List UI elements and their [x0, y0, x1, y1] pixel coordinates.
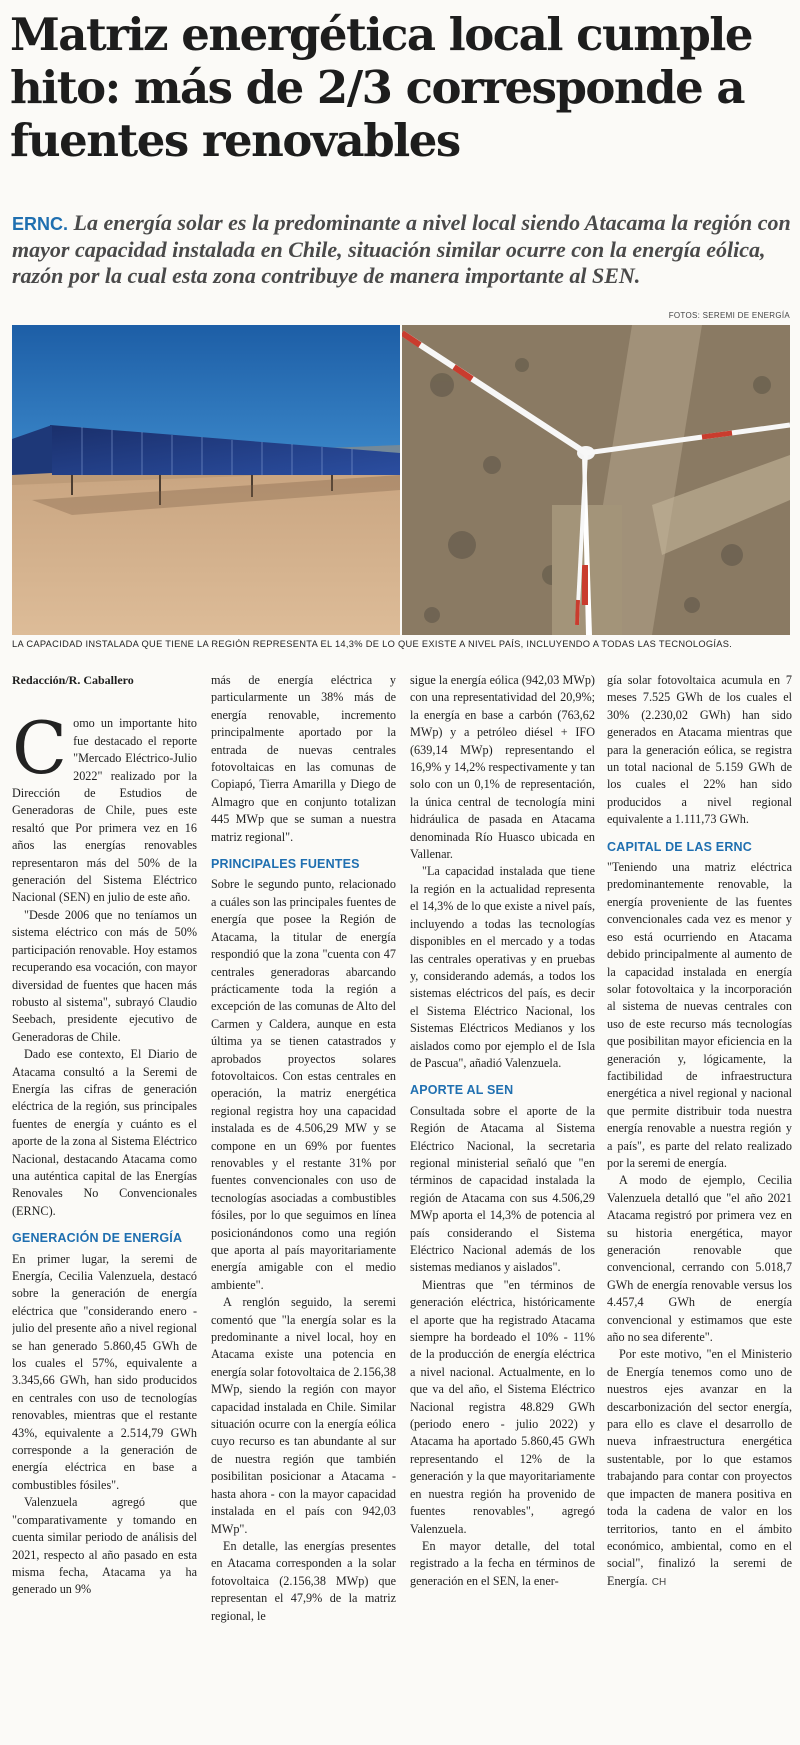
drop-cap: C: [12, 706, 68, 791]
end-mark: CH: [651, 1576, 667, 1588]
opening-paragraph: [12, 706, 197, 906]
article-column-4: [607, 672, 792, 1737]
wind-turbine-photo: [402, 325, 790, 635]
lead-kicker: ERNC.: [12, 214, 69, 234]
paragraph: A modo de ejemplo, Cecilia Valenzuela detalló que "el año 2021 Atacama registró por primera vez en su historia energética, mayor generación renovable que convencional, cerrando con 5.018,7 GWh de energía renovable versus los 4.457,4 GWh de energía convencional y estimamos que este año no sea diferente".: [607, 1173, 792, 1345]
headline: Matriz energética local cumple hito: más de 2/3 corresponde a fuentes renovables: [10, 8, 753, 167]
paragraph: más de energía eléctrica y particularmente un 38% más de energía renovable, incremento principalmente aportado por la entrada de nuevas centrales fotovoltaicas en las comunas de Copiapó, Tierra Amarilla y Diego de Almagro que en conjunto totalizan 445 MWp que se suman a nuestra matriz regional".: [211, 673, 396, 844]
closing-paragraph: [607, 1346, 792, 1591]
paragraph: "La capacidad instalada que tiene la región en la actualidad representa el 14,3% de lo que existe a nivel país, incluyendo a todas las tecnologías disponibles en el mercado y a todas las centrales operativas y en pruebas y, considerando además, a todos los sistemas eléctricos del país, es decir el Sistema Eléctrico Nacional, los Sistemas Eléctricos Medianos y los aislados como por ejemplo el de Isla de Pascua", añadió Valenzuela.: [410, 864, 595, 1070]
article-column-2: [211, 672, 396, 1737]
article-column-3: [410, 672, 595, 1737]
paragraph: Consultada sobre el aporte de la Región de Atacama al Sistema Eléctrico Nacional, la secretaria regional ministerial señaló que "en términos de capacidad instalada la región de Atacama con sus 4.506,29 MWp aporta el 14,3% de potencia al país considerando el Sistema Eléctrico Nacional además de los sistemas medianos y aislados".: [410, 1103, 595, 1275]
paragraph: Dado ese contexto, El Diario de Atacama consultó a la Seremi de Energía las cifras de generación eléctrica de la región, sus principales fuentes de energía y cuánto es el aporte de la zona al Sistema Eléctrico Nacional, destacando Atacama como una auténtica capital de las Energías Renovales No Convencionales (ERNC).: [12, 1047, 197, 1218]
subheading-generacion: GENERACIÓN DE ENERGÍA: [12, 1231, 183, 1246]
photo-caption: LA CAPACIDAD INSTALADA QUE TIENE LA REGIÓN REPRESENTA EL 14,3% DE LO QUE EXISTE A NIVEL PAÍS, INCLUYENDO A TODAS LAS TECNOLOGÍAS.: [12, 639, 733, 649]
opening-text: omo un importante hito fue destacado el reporte "Mercado Eléctrico-Julio 2022" realizado por la Dirección de Estudios de Generadoras de Chile, pues este resaltó que Por primera vez en 16 años las energías renovables representaron más del 50% de la generación del Sistema Eléctrico Nacional (SEN) en julio de este año.: [12, 716, 197, 905]
paragraph: En detalle, las energías presentes en Atacama corresponden a la solar fotovoltaica (2.156,38 MWp) que representan el 47,9% de la matriz regional, le: [211, 1538, 396, 1623]
article-column-1: [12, 672, 197, 1737]
paragraph: Mientras que "en términos de generación eléctrica, históricamente el aporte que ha registrado Atacama siempre ha bordeado el 10% - 11% de la producción de energía eléctrica a nivel nacional. Actualmente, en lo que va del año, el Sistema Eléctrico Nacional registra 48.829 GWh (periodo enero - julio 2022) y Atacama ha aportado 5.860,45 GWh representando el 12% de la generación y la que mayoritariamente en nuestra región ha provenido de fuentes renovables", agregó Valenzuela.: [410, 1277, 595, 1536]
byline: Redacción/R. Caballero: [12, 673, 134, 687]
subheading-capital-ernc: CAPITAL DE LAS ERNC: [607, 839, 753, 854]
photo-credit: FOTOS: SEREMI DE ENERGÍA: [668, 311, 790, 320]
closing-text: Por este motivo, "en el Ministerio de Energía tenemos como uno de nuestros ejes avanzar en la descarbonización del sector energía, para ello es clave el desarrollo de nueva infraestructura energética sustentable, por lo que estamos trabajando para contar con proyectos que impacten de manera positiva en toda la cadena de valor en los territorios, tanto en el ámbito económico, ambiental, como en el social", finalizó la seremi de Energía.: [607, 1347, 792, 1588]
subheading-principales-fuentes: PRINCIPALES FUENTES: [211, 857, 360, 872]
lead-text: La energía solar es la predominante a nivel local siendo Atacama la región con mayor capacidad instalada en Chile, situación similar ocurre con la energía eólica, razón por la cual esta zona contribuye de manera importante al SEN.: [12, 210, 791, 288]
paragraph: Valenzuela agregó que "comparativamente y tomando en cuenta similar periodo de análisis del 2021, respecto al año pasado en esta misma fecha, Atacama ya ha generado un 9%: [12, 1495, 197, 1597]
solar-panels-photo: [12, 325, 400, 635]
paragraph: gía solar fotovoltaica acumula en 7 meses 7.525 GWh de los cuales el 30% (2.230,02 GWh) han sido generados en Atacama mientras que para la generación eólica, se registra un total nacional de 5.159 GWh de los cuales el 22% han sido producidos a nivel regional equivalente a 1.111,73 GWh.: [607, 673, 792, 827]
paragraph: A renglón seguido, la seremi comentó que "la energía solar es la predominante a nivel local, hoy en Atacama existe una potencia en energía solar fotovoltaica de 2.156,38 MWp, siendo la región con mayor capacidad instalada en Chile. Similar situación ocurre con la energía eólica cuyo recurso es tan abundante al sur de nuestra región que también posibilitan posicionar a Atacama - hasta ahora - con la mayor capacidad instalada en el país con 942,03 MWp".: [211, 1295, 396, 1536]
paragraph: "Desde 2006 que no teníamos un sistema eléctrico con más de 50% participación renovable. Hoy estamos recuperando esa vocación, con mayor diversidad de fuentes que hacen más robusto al sistema", subrayó Claudio Seebach, presidente ejecutivo de Generadoras de Chile.: [12, 907, 197, 1044]
lead-paragraph: [12, 210, 792, 289]
subheading-aporte-al-sen: APORTE AL SEN: [410, 1083, 514, 1098]
paragraph: En mayor detalle, del total registrado a la fecha en términos de generación en el SEN, la ener-: [410, 1538, 595, 1588]
paragraph: "Teniendo una matriz eléctrica predominantemente renovable, la energía proveniente de las fuentes convencionales cada vez es menor y eso está ocurriendo en Atacama debido principalmente al aumento de la capacidad instalada en energía solar fotovoltaica y la incorporación al sistema de nuevas centrales con uso de este recurso más tecnologías que posibilitan mayor eficiencia en la generación y, lógicamente, la factibilidad de infraestructura energética a nivel regional y nacional que permite distribuir toda nuestra energía renovable a nuestra región y a país", es parte del relato realizado por la seremi de energía.: [607, 860, 792, 1170]
paragraph: Sobre le segundo punto, relacionado a cuáles son las principales fuentes de energía que posee la Región de Atacama, la titular de energía respondió que la zona "cuenta con 47 centrales generadoras abarcando prácticamente toda la región a excepción de las comunas de Alto del Carmen y Caldera, aunque en esta última ya se tienen catastrados y aprobados proyectos solares fotovoltaicos. Con estas centrales en operación, la matriz energética regional registra hoy una capacidad instalada es de 4.506,29 MW y se compone en un 69% por fuentes renovables y el restante 31% por fuentes convencionales con uso de tecnologías asociadas a combustibles fósiles, por lo que seguimos en línea posicionándonos como una región que aporta al país mayoritariamente energía amigable con el medio ambiente".: [211, 877, 396, 1292]
paragraph: sigue la energía eólica (942,03 MWp) con una representatividad del 20,9%; la energía en base a carbón (763,62 MWp) y a petróleo diésel + IFO (639,14 MWp) representando el 16,9% y 14,2% respectivamente y tan solo con un 0,1% de representación, la única central de tecnología mini hidráulica de pasada en Atacama denominada Río Huasco ubicada en Vallenar.: [410, 673, 595, 862]
paragraph: En primer lugar, la seremi de Energía, Cecilia Valenzuela, destacó sobre la generación de energía eléctrica que "considerando enero - julio del presente año a nivel regional se han generado 5.860,45 GWh de los cuales el 57%, equivalente a 3.345,66 GWh, han sido producidos en centrales con uso de tecnologías renovables, mientras que el restante 43%, equivalente a 2.514,79 GWh corresponde a la generación de energía eléctrica en base a combustibles fósiles".: [12, 1251, 197, 1492]
